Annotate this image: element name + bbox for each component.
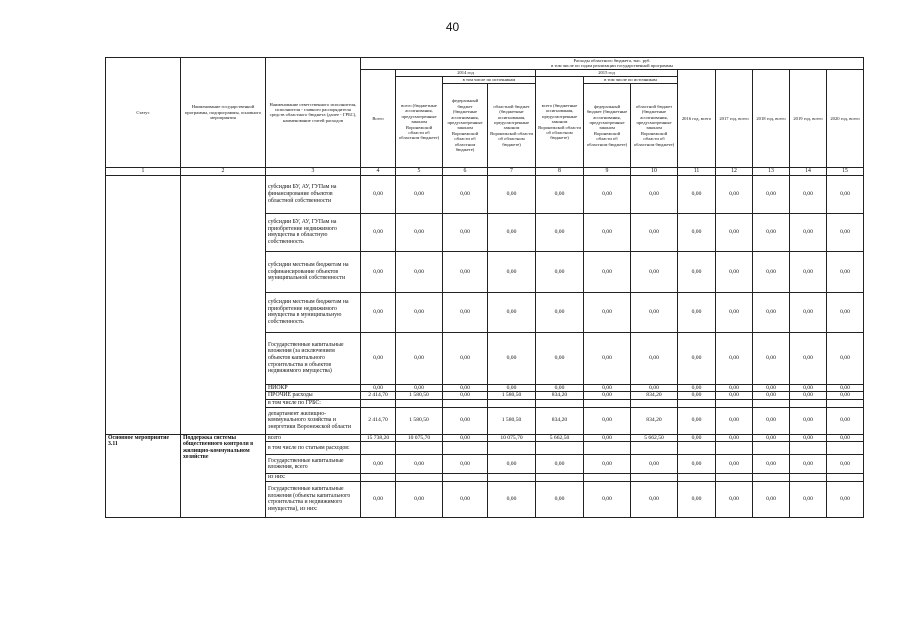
value-cell: [753, 474, 790, 482]
value-cell: 0,00: [443, 392, 488, 400]
value-cell: 0,00: [790, 392, 827, 400]
value-cell: [753, 400, 790, 408]
header-federal-2015: федеральный бюджет (бюджетные ассигнования, предусмотренные законом Воронежской области об областном бюджете): [584, 83, 631, 167]
value-cell: 0,00: [443, 481, 488, 517]
table-row: [106, 175, 864, 213]
header-year-2014: 2014 год: [396, 69, 536, 76]
value-cell: 0,00: [443, 175, 488, 213]
column-number: 10: [631, 167, 678, 175]
header-status: Статус: [106, 58, 181, 168]
value-cell: [631, 474, 678, 482]
value-cell: 0,00: [488, 332, 536, 384]
page-number: 40: [445, 20, 460, 34]
value-cell: 0,00: [396, 213, 443, 251]
value-cell: 0,00: [827, 481, 864, 517]
value-cell: 0,00: [488, 292, 536, 332]
value-cell: 0,00: [678, 332, 716, 384]
value-cell: 0,00: [753, 455, 790, 474]
value-cell: 2 414,70: [361, 392, 396, 400]
column-number: 8: [536, 167, 584, 175]
value-cell: 1 580,50: [396, 392, 443, 400]
value-cell: 0,00: [678, 384, 716, 392]
header-program-name: Наименование государственной программы, подпрограммы, основного мероприятия: [181, 58, 266, 168]
value-cell: 0,00: [753, 384, 790, 392]
value-cell: [827, 442, 864, 455]
value-cell: [790, 474, 827, 482]
value-cell: 0,00: [536, 175, 584, 213]
value-cell: 0,00: [443, 407, 488, 434]
value-cell: 0,00: [584, 407, 631, 434]
header-year-2016: 2016 год, всего: [678, 69, 716, 167]
value-cell: 0,00: [361, 251, 396, 292]
row-label: ПРОЧИЕ расходы: [266, 392, 361, 400]
value-cell: 0,00: [753, 392, 790, 400]
value-cell: 0,00: [631, 175, 678, 213]
value-cell: 0,00: [716, 332, 753, 384]
value-cell: 0,00: [716, 175, 753, 213]
row-label: в том числе по ГРБС:: [266, 400, 361, 408]
header-total-2014: всего (бюджетные ассигнования, предусмотренные законом Воронежской области об областном бюджете): [396, 76, 443, 167]
value-cell: 0,00: [790, 251, 827, 292]
value-cell: 0,00: [790, 407, 827, 434]
measure-status: Основное мероприятие 3.11: [106, 434, 181, 517]
value-cell: 0,00: [790, 434, 827, 442]
value-cell: 0,00: [790, 213, 827, 251]
column-number: 2: [181, 167, 266, 175]
header-budget-title: [361, 58, 864, 70]
program-name-cell-empty: [181, 175, 266, 434]
value-cell: 0,00: [631, 292, 678, 332]
value-cell: 0,00: [716, 384, 753, 392]
budget-subtitle: в том числе по годам реализации государственной программы: [551, 63, 673, 69]
value-cell: [396, 442, 443, 455]
value-cell: 0,00: [827, 407, 864, 434]
value-cell: 0,00: [488, 251, 536, 292]
row-label: субсидии местным бюджетам на приобретение недвижимого имущества в муниципальную собственность: [266, 292, 361, 332]
value-cell: [488, 442, 536, 455]
header-federal-2014: федеральный бюджет (бюджетные ассигнования, предусмотренные законом Воронежской области об областном бюджете): [443, 83, 488, 167]
value-cell: 0,00: [753, 213, 790, 251]
value-cell: 0,00: [631, 455, 678, 474]
value-cell: [443, 474, 488, 482]
header-total-2015: всего (бюджетные ассигнования, предусмотренные законом Воронежской области об областном бюджете): [536, 76, 584, 167]
value-cell: 0,00: [678, 292, 716, 332]
header-year-2019: 2019 год, всего: [790, 69, 827, 167]
value-cell: 834,20: [631, 407, 678, 434]
value-cell: [753, 442, 790, 455]
value-cell: 0,00: [396, 455, 443, 474]
value-cell: 0,00: [584, 392, 631, 400]
value-cell: 0,00: [631, 384, 678, 392]
value-cell: 0,00: [790, 175, 827, 213]
header-year-2018: 2018 год, всего: [753, 69, 790, 167]
value-cell: 0,00: [488, 481, 536, 517]
value-cell: 0,00: [396, 175, 443, 213]
value-cell: 0,00: [443, 455, 488, 474]
value-cell: 0,00: [716, 455, 753, 474]
value-cell: 0,00: [361, 455, 396, 474]
row-label: всего: [266, 434, 361, 442]
value-cell: 0,00: [678, 213, 716, 251]
value-cell: [631, 400, 678, 408]
value-cell: 0,00: [753, 434, 790, 442]
value-cell: [716, 442, 753, 455]
value-cell: 0,00: [678, 481, 716, 517]
value-cell: 0,00: [678, 251, 716, 292]
value-cell: 0,00: [443, 251, 488, 292]
value-cell: 0,00: [753, 481, 790, 517]
value-cell: 5 662,50: [536, 434, 584, 442]
value-cell: 0,00: [827, 292, 864, 332]
value-cell: 0,00: [584, 332, 631, 384]
column-number: 14: [790, 167, 827, 175]
value-cell: 0,00: [361, 332, 396, 384]
value-cell: 0,00: [790, 384, 827, 392]
value-cell: [790, 400, 827, 408]
column-number: 5: [396, 167, 443, 175]
value-cell: [488, 400, 536, 408]
value-cell: 0,00: [753, 332, 790, 384]
value-cell: 0,00: [584, 251, 631, 292]
value-cell: 0,00: [584, 292, 631, 332]
value-cell: 0,00: [584, 213, 631, 251]
value-cell: 0,00: [716, 251, 753, 292]
value-cell: 0,00: [827, 384, 864, 392]
value-cell: [488, 474, 536, 482]
row-label: Государственные капитальные вложения (объекты капитального строительства и недвижимого имущества), из них:: [266, 481, 361, 517]
column-number-row: [106, 167, 864, 175]
column-number: 12: [716, 167, 753, 175]
budget-table: [105, 57, 864, 518]
value-cell: [827, 400, 864, 408]
value-cell: 0,00: [443, 292, 488, 332]
value-cell: 0,00: [536, 332, 584, 384]
column-number: 4: [361, 167, 396, 175]
value-cell: 0,00: [396, 251, 443, 292]
value-cell: 0,00: [716, 434, 753, 442]
row-label: субсидии БУ, АУ, ГУПам на приобретение недвижимого имущества в областную собственность: [266, 213, 361, 251]
value-cell: 0,00: [753, 175, 790, 213]
value-cell: 0,00: [716, 481, 753, 517]
value-cell: [678, 474, 716, 482]
value-cell: 0,00: [584, 384, 631, 392]
value-cell: 0,00: [488, 455, 536, 474]
value-cell: 0,00: [678, 407, 716, 434]
value-cell: [361, 442, 396, 455]
value-cell: 0,00: [753, 407, 790, 434]
header-year-2015: 2015 год: [536, 69, 678, 76]
value-cell: 0,00: [443, 434, 488, 442]
value-cell: 0,00: [753, 292, 790, 332]
value-cell: 2 414,70: [361, 407, 396, 434]
value-cell: 10 075,70: [396, 434, 443, 442]
row-label: субсидии местным бюджетам на софинансирование объектов муниципальной собственности: [266, 251, 361, 292]
value-cell: 0,00: [536, 384, 584, 392]
value-cell: 0,00: [443, 332, 488, 384]
column-number: 15: [827, 167, 864, 175]
value-cell: 0,00: [536, 213, 584, 251]
value-cell: 0,00: [716, 392, 753, 400]
value-cell: 0,00: [361, 481, 396, 517]
value-cell: [361, 474, 396, 482]
value-cell: 834,20: [536, 392, 584, 400]
column-number: 7: [488, 167, 536, 175]
column-number: 13: [753, 167, 790, 175]
value-cell: 10 075,70: [488, 434, 536, 442]
row-label: из них:: [266, 474, 361, 482]
value-cell: 0,00: [827, 434, 864, 442]
value-cell: 0,00: [584, 481, 631, 517]
value-cell: 1 580,50: [396, 407, 443, 434]
header-year-2017: 2017 год, всего: [716, 69, 753, 167]
row-label: департамент жилищно-коммунального хозяйства и энергетики Воронежской области: [266, 407, 361, 434]
value-cell: [536, 474, 584, 482]
value-cell: 0,00: [827, 332, 864, 384]
value-cell: 0,00: [488, 213, 536, 251]
value-cell: 0,00: [716, 292, 753, 332]
value-cell: 0,00: [827, 455, 864, 474]
value-cell: [536, 400, 584, 408]
column-number: 1: [106, 167, 181, 175]
value-cell: 0,00: [536, 481, 584, 517]
value-cell: 0,00: [753, 251, 790, 292]
value-cell: 0,00: [631, 481, 678, 517]
column-number: 3: [266, 167, 361, 175]
value-cell: [584, 474, 631, 482]
value-cell: 0,00: [396, 384, 443, 392]
header-including-2015: в том числе по источникам: [584, 76, 678, 83]
value-cell: 0,00: [678, 392, 716, 400]
row-label: НИОКР: [266, 384, 361, 392]
value-cell: 0,00: [716, 407, 753, 434]
value-cell: [584, 400, 631, 408]
column-number: 9: [584, 167, 631, 175]
header-total: Всего: [361, 69, 396, 167]
value-cell: 0,00: [716, 213, 753, 251]
value-cell: 0,00: [631, 332, 678, 384]
value-cell: [678, 400, 716, 408]
table-row: [106, 434, 864, 442]
column-number: 11: [678, 167, 716, 175]
value-cell: 0,00: [396, 292, 443, 332]
value-cell: 0,00: [361, 292, 396, 332]
value-cell: 0,00: [790, 455, 827, 474]
value-cell: 0,00: [827, 175, 864, 213]
value-cell: 0,00: [631, 251, 678, 292]
value-cell: 0,00: [361, 213, 396, 251]
value-cell: 0,00: [584, 175, 631, 213]
value-cell: 0,00: [536, 455, 584, 474]
value-cell: 0,00: [443, 384, 488, 392]
budget-title: Расходы областного бюджета, тыс. руб.: [573, 58, 651, 63]
header-including-2014: в том числе по источникам: [443, 76, 536, 83]
value-cell: 0,00: [361, 175, 396, 213]
value-cell: 0,00: [536, 292, 584, 332]
row-label: Государственные капитальные вложения (за исключением объектов капитального строительства и объектов недвижимого имущества): [266, 332, 361, 384]
value-cell: [396, 400, 443, 408]
value-cell: [443, 442, 488, 455]
value-cell: 1 580,50: [488, 407, 536, 434]
value-cell: 15 738,20: [361, 434, 396, 442]
value-cell: [396, 474, 443, 482]
value-cell: 0,00: [790, 292, 827, 332]
value-cell: 0,00: [678, 434, 716, 442]
value-cell: 834,20: [536, 407, 584, 434]
value-cell: [536, 442, 584, 455]
value-cell: 0,00: [584, 434, 631, 442]
value-cell: [716, 400, 753, 408]
value-cell: [827, 474, 864, 482]
value-cell: 0,00: [790, 332, 827, 384]
value-cell: [716, 474, 753, 482]
row-label: в том числе по статьям расходов:: [266, 442, 361, 455]
value-cell: 0,00: [488, 384, 536, 392]
value-cell: 0,00: [631, 213, 678, 251]
value-cell: 1 580,50: [488, 392, 536, 400]
value-cell: [678, 442, 716, 455]
value-cell: [584, 442, 631, 455]
measure-name: Поддержка системы общественного контроля в жилищно-коммунальном хозяйстве: [181, 434, 266, 517]
value-cell: 0,00: [678, 175, 716, 213]
header-executor: Наименование ответственного исполнителя, исполнителя - главного распорядителя средств областного бюджета (далее - ГРБС), наименование статей расходов: [266, 58, 361, 168]
value-cell: 0,00: [396, 332, 443, 384]
value-cell: 0,00: [488, 175, 536, 213]
column-number: 6: [443, 167, 488, 175]
value-cell: 0,00: [827, 251, 864, 292]
header-year-2020: 2020 год, всего: [827, 69, 864, 167]
value-cell: 834,20: [631, 392, 678, 400]
header-regional-2015: областной бюджет (бюджетные ассигнования, предусмотренные законом Воронежской области об областном бюджете): [631, 83, 678, 167]
value-cell: 0,00: [396, 481, 443, 517]
value-cell: 0,00: [361, 384, 396, 392]
value-cell: 5 662,50: [631, 434, 678, 442]
value-cell: [443, 400, 488, 408]
row-label: субсидии БУ, АУ, ГУПам на финансирование объектов областной собственности: [266, 175, 361, 213]
value-cell: [790, 442, 827, 455]
row-label: Государственные капитальные вложения, всего: [266, 455, 361, 474]
value-cell: 0,00: [536, 251, 584, 292]
value-cell: [631, 442, 678, 455]
value-cell: 0,00: [443, 213, 488, 251]
value-cell: 0,00: [790, 481, 827, 517]
value-cell: 0,00: [584, 455, 631, 474]
value-cell: 0,00: [827, 213, 864, 251]
value-cell: 0,00: [827, 392, 864, 400]
value-cell: 0,00: [678, 455, 716, 474]
status-cell-empty: [106, 175, 181, 434]
header-regional-2014: областной бюджет (бюджетные ассигнования, предусмотренные законом Воронежской области об областном бюджете): [488, 83, 536, 167]
value-cell: [361, 400, 396, 408]
